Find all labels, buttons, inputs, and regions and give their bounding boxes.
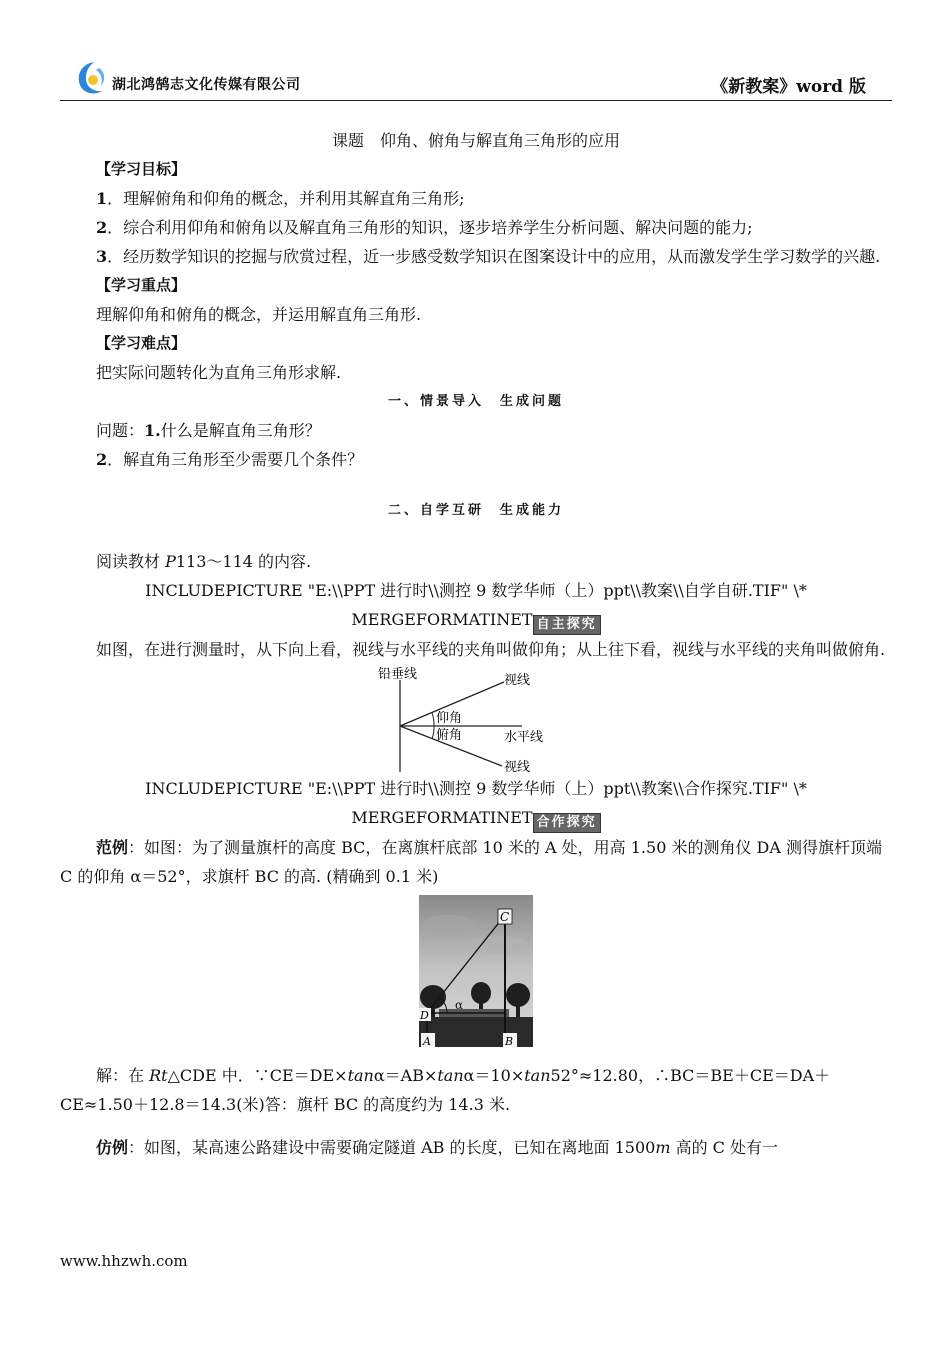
example-text: ：如图：为了测量旗杆的高度 BC，在离旗杆底部 10 米的 A 处，用高 1.50 米的测角仪 DA 测得旗杆顶端 C 的仰角 α＝52°，求旗杆 BC 的高. (精确到 0.1 米): [60, 838, 883, 886]
difficulty-heading: 【学习难点】: [96, 334, 187, 352]
alpha-label: α: [455, 998, 464, 1012]
difficulty-text: 把实际问题转化为直角三角形求解.: [96, 363, 342, 382]
self-study-tag: 自主探究: [533, 615, 601, 635]
elevation-label: 仰角: [436, 711, 463, 726]
goals-heading: 【学习目标】: [96, 160, 187, 178]
question-2-text: ．解直角三角形至少需要几个条件？: [107, 450, 364, 469]
include-field-1-line1: INCLUDEPICTURE "E:\\PPT 进行时\\测控 9 数学华师（上）ppt\\教案\\自学自研.TIF" \*: [145, 581, 807, 600]
horizontal-label: 水平线: [504, 730, 544, 745]
solution-part-2: △CDE 中．∵CE＝DE×: [167, 1066, 348, 1085]
angle-explanation: 如图，在进行测量时，从下向上看，视线与水平线的夹角叫做仰角；从上往下看，视线与水平线的夹角叫做俯角.: [96, 640, 886, 659]
solution-part-5: 52°≈12.80，∴BC＝BE＋CE＝DA＋CE≈1.50＋12.8＝14.3(米)答：旗杆 BC 的高度约为 14.3 米.: [60, 1066, 831, 1114]
point-a-label: A: [423, 1035, 431, 1047]
plumb-label: 铅垂线: [378, 667, 418, 682]
solution-paragraph: [60, 1061, 892, 1119]
imitate-label: 仿例: [96, 1138, 129, 1157]
sight-up-label: 视线: [504, 673, 531, 688]
lesson-title: 课题 仰角、俯角与解直角三角形的应用: [331, 131, 620, 150]
key-text: 理解仰角和俯角的概念，并运用解直角三角形.: [96, 305, 422, 324]
reading-line: [60, 547, 892, 576]
goal-3-number: 3: [96, 247, 108, 266]
question-2-number: 2: [96, 450, 108, 469]
question-2: [60, 445, 892, 474]
solution-part-3: α＝AB×: [373, 1066, 438, 1085]
include-field-1-line2: [60, 605, 892, 635]
imitate-text-1: ：如图，某高速公路建设中需要确定隧道 AB 的长度，已知在离地面 1500: [128, 1138, 656, 1157]
question-prefix: 问题：: [96, 421, 145, 440]
cooperation-tag: 合作探究: [533, 813, 601, 833]
point-b-label: B: [505, 1035, 514, 1047]
company-name: 湖北鸿鹄志文化传媒有限公司: [112, 77, 301, 93]
reading-page-letter: P: [165, 552, 176, 571]
include-field-2-line1: INCLUDEPICTURE "E:\\PPT 进行时\\测控 9 数学华师（上）ppt\\教案\\合作探究.TIF" \*: [145, 779, 807, 798]
goal-3-text: ．经历数学知识的挖掘与欣赏过程，近一步感受数学知识在图案设计中的应用，从而激发学生学习数学的兴趣.: [107, 247, 881, 266]
reading-prefix: 阅读教材: [96, 552, 166, 571]
goal-2: [60, 213, 892, 242]
question-1-number: 1.: [144, 421, 161, 440]
example-label: 范例: [96, 838, 129, 857]
goal-1-text: ．理解俯角和仰角的概念，并利用其解直角三角形;: [107, 189, 465, 208]
sight-down-label: 视线: [504, 760, 531, 774]
company-logo-icon: [72, 58, 112, 98]
goal-1-number: 1: [96, 189, 108, 208]
solution-tan-2: tan: [437, 1066, 464, 1085]
goal-2-number: 2: [96, 218, 108, 237]
question-1-text: 什么是解直角三角形？: [160, 421, 321, 440]
document-body: [60, 124, 892, 1162]
depression-label: 俯角: [436, 728, 463, 743]
edition-label: 《新教案》word 版: [711, 77, 866, 97]
include-field-2-line2: [60, 803, 892, 833]
elevation-depression-figure: [376, 666, 576, 774]
include-field-2-merge: MERGEFORMATINET: [351, 808, 533, 827]
example-paragraph: [60, 833, 892, 891]
flagpole-figure: [419, 895, 533, 1047]
section-1-heading: 一、情景导入 生成问题: [387, 394, 564, 409]
solution-tan-3: tan: [524, 1066, 551, 1085]
question-1: [60, 416, 892, 445]
goal-2-text: ．综合利用仰角和俯角以及解直角三角形的知识，逐步培养学生分析问题、解决问题的能力;: [107, 218, 753, 237]
solution-tan-1: tan: [347, 1066, 374, 1085]
imitate-unit: m: [655, 1138, 671, 1157]
solution-part-4: α＝10×: [463, 1066, 525, 1085]
reading-pages: 113～114 的内容.: [175, 552, 312, 571]
point-c-label: C: [500, 910, 510, 924]
section-2-heading: 二、自学互研 生成能力: [387, 503, 564, 518]
imitate-text-2: 高的 C 处有一: [670, 1138, 778, 1157]
goal-1: [60, 184, 892, 213]
solution-part-1: 解：在: [96, 1066, 150, 1085]
page-header: [60, 56, 892, 101]
key-heading: 【学习重点】: [96, 276, 187, 294]
goal-3: [60, 242, 892, 271]
include-field-1-merge: MERGEFORMATINET: [351, 610, 533, 629]
elevation-arc: [432, 713, 434, 726]
footer-url: www.hhzwh.com: [60, 1252, 188, 1270]
point-d-label: D: [420, 1009, 429, 1022]
solution-rt: Rt: [149, 1066, 168, 1085]
depression-arc: [432, 726, 434, 739]
imitate-paragraph: [60, 1133, 892, 1162]
